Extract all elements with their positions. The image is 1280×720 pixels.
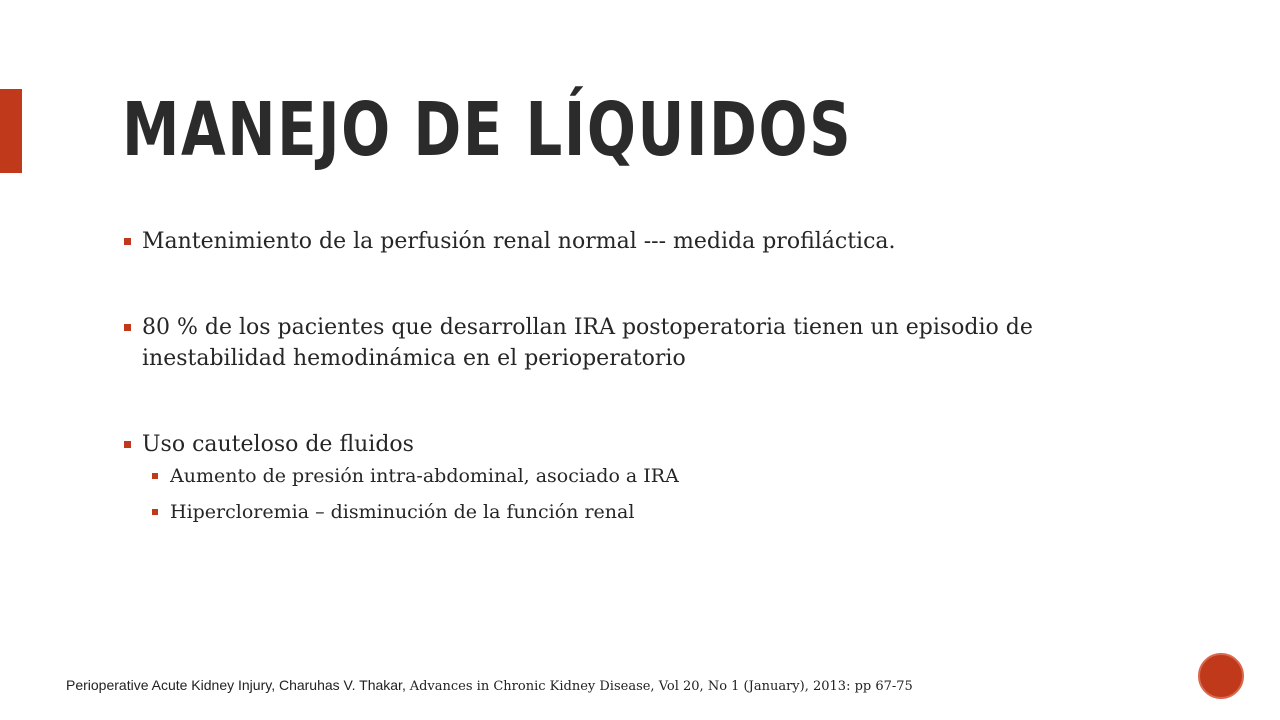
square-bullet-icon bbox=[152, 509, 158, 515]
slide-title: MANEJO DE LÍQUIDOS bbox=[122, 87, 853, 173]
square-bullet-icon bbox=[124, 238, 131, 245]
citation-authors: Perioperative Acute Kidney Injury, Charuhas V. Thakar, bbox=[66, 677, 410, 693]
citation-journal: Advances in Chronic Kidney Disease, Vol 20, No 1 (January), 2013: pp 67-75 bbox=[409, 679, 913, 694]
square-bullet-icon bbox=[124, 324, 131, 331]
sub-bullet-text: Hipercloremia – disminución de la función renal bbox=[170, 501, 635, 523]
square-bullet-icon bbox=[152, 473, 158, 479]
sub-bullet-text: Aumento de presión intra-abdominal, asociado a IRA bbox=[170, 465, 679, 487]
bullet-text: Mantenimiento de la perfusión renal normal --- medida profiláctica. bbox=[142, 229, 896, 254]
sub-bullet-item bbox=[122, 462, 1182, 490]
bullet-text: 80 % de los pacientes que desarrollan IRA postoperatoria tienen un episodio de inestabilidad hemodinámica en el perioperatorio bbox=[142, 315, 1033, 371]
bullet-item bbox=[122, 429, 1182, 460]
bullet-item bbox=[122, 226, 1182, 257]
citation bbox=[66, 676, 913, 696]
slide-number-circle-icon bbox=[1198, 653, 1244, 699]
square-bullet-icon bbox=[124, 441, 131, 448]
title-accent-bar bbox=[0, 89, 22, 173]
bullet-text: Uso cauteloso de fluidos bbox=[142, 432, 414, 457]
bullet-item bbox=[122, 312, 1182, 374]
slide-content bbox=[122, 226, 1182, 526]
sub-bullet-item bbox=[122, 498, 1182, 526]
